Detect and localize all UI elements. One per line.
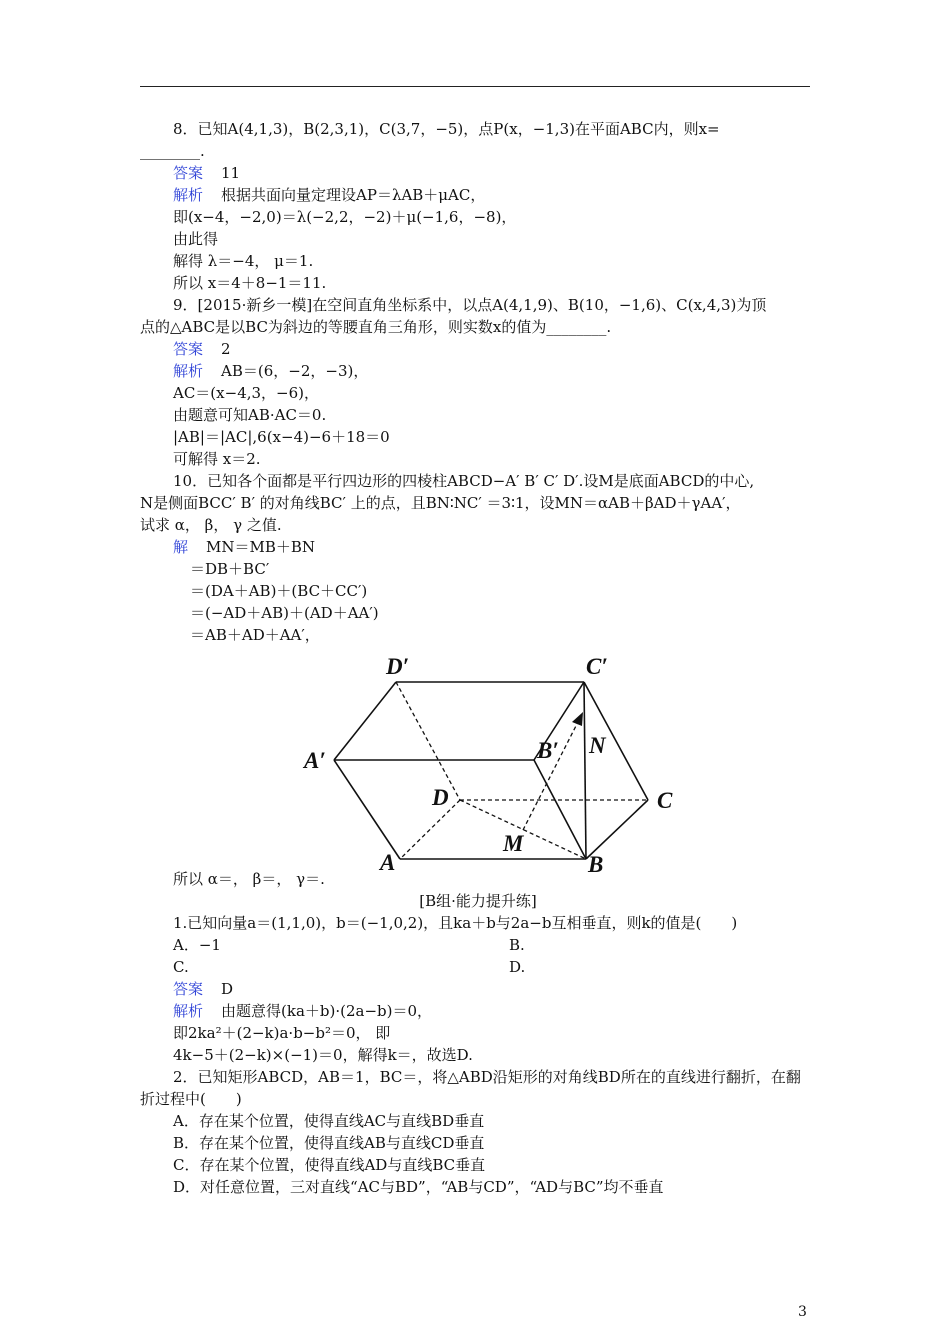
q10-solution [140,536,816,558]
b2-option-d: D．对任意位置，三对直线“AC与BD”，“AB与CD”，“AD与BC”均不垂直 [173,1178,664,1196]
q10-result: 所以 α＝， β＝， γ＝. [173,870,325,888]
option-c: C. [173,958,189,976]
b1-options-ab [140,934,816,956]
b1-options-cd [140,956,816,978]
explain-label: 解析 [173,362,204,380]
b2-option-c: C．存在某个位置，使得直线AD与直线BC垂直 [173,1156,486,1174]
label-d-prime: D′ [386,654,410,679]
q8-explain-4: 解得 λ＝−4， μ＝1. [173,252,314,270]
answer-value: 2 [221,340,231,358]
explain-text: 根据共面向量定理设AP＝λAB＋μAC， [221,186,486,204]
q10-solution-3: ＝(DA＋AB)＋(BC＋CC′) [190,582,368,600]
q9-line2: 点的△ABC是以BC为斜边的等腰直角三角形，则实数x的值为________. [140,318,612,336]
b1-explain [140,1000,816,1022]
solution-text: MN＝MB＋BN [206,538,316,556]
q8-explain-2: 即(x−4，−2,0)＝λ(−2,2，−2)＋μ(−1,6，−8)， [173,208,517,226]
edge-b1b [534,760,586,859]
b1-explain-3: 4k−5＋(2−k)×(−1)＝0，解得k＝，故选D. [173,1046,473,1064]
q9-explain-5: 可解得 x＝2. [173,450,261,468]
hidden-edge-da [400,800,460,859]
q8-explain-5: 所以 x＝4＋8−1＝11. [173,274,327,292]
q10-solution-5: ＝AB＋AD＋AA′， [190,626,320,644]
page-number: 3 [798,1304,807,1320]
q9-explain-2: AC＝(x−4,3，−6)， [173,384,320,402]
label-a-prime: A′ [304,748,326,773]
b2-line1: 2．已知矩形ABCD，AB＝1，BC＝，将△ABD沿矩形的对角线BD所在的直线进行翻折，在翻 [173,1068,801,1086]
option-b: B. [509,936,525,954]
q9-explain [140,360,816,382]
option-d: D. [509,958,526,976]
q9-line1: 9．[2015·新乡一模]在空间直角坐标系中，以点A(4,1,9)、B(10，−1,6)、C(x,4,3)为顶 [173,296,767,314]
explain-label: 解析 [173,186,204,204]
edge-a1a [334,760,400,859]
q10-line2: N是侧面BCC′ B′ 的对角线BC′ 上的点，且BN∶NC′ ＝3∶1，设MN＝αAB＋βAD＋γAA′， [140,494,741,512]
label-b: B [588,852,604,872]
label-n: N [589,733,606,758]
b2-option-b: B．存在某个位置，使得直线AB与直线CD垂直 [173,1134,485,1152]
hidden-edge-d1d [396,682,460,800]
q8-explain [140,184,816,206]
answer-value: D [221,980,234,998]
q9-answer [140,338,816,360]
group-b-title: [B组·能力提升练] [419,892,537,910]
q10-solution-2: ＝DB＋BC′ [190,560,270,578]
label-m: M [503,831,524,856]
b1-explain-2: 即2ka²＋(2−k)a·b−b²＝0， 即 [173,1024,391,1042]
label-b-prime: B′ [537,738,559,763]
q8-line2: ________. [140,142,205,160]
answer-label: 答案 [173,340,204,358]
answer-label: 答案 [173,164,204,182]
q10-line1: 10．已知各个面都是平行四边形的四棱柱ABCD−A′ B′ C′ D′.设M是底面ABCD的中心, [173,472,755,490]
explain-label: 解析 [173,1002,204,1020]
q10-solution-4: ＝(−AD＋AB)＋(AD＋AA′) [190,604,379,622]
q9-explain-3: 由题意可知AB·AC＝0. [173,406,327,424]
b2-option-a: A．存在某个位置，使得直线AC与直线BD垂直 [173,1112,485,1130]
document-body [140,118,816,1198]
q8-answer [140,162,816,184]
q9-explain-4: |AB|＝|AC|,6(x−4)−6＋18＝0 [173,428,390,446]
explain-text: AB＝(6，−2，−3)， [221,362,369,380]
option-a: A．−1 [173,936,221,954]
prism-diagram [300,650,700,872]
answer-value: 11 [221,164,241,182]
q8-line1: 8．已知A(4,1,3)，B(2,3,1)，C(3,7，−5)，点P(x，−1,3)在平面ABC内，则x= [173,120,720,138]
explain-text: 由题意得(ka＋b)·(2a−b)＝0， [221,1002,433,1020]
b1-answer [140,978,816,1000]
solution-label: 解 [173,538,189,556]
q8-explain-3: 由此得 [173,230,219,248]
header-rule [140,86,810,87]
label-c: C [657,788,673,813]
edge-d1a1 [334,682,396,760]
diagonal-bc1 [584,682,586,859]
prism-figure [140,646,816,872]
arrow-head-icon [572,712,583,726]
label-c-prime: C′ [586,654,608,679]
answer-label: 答案 [173,980,204,998]
label-a: A [380,850,396,872]
q10-line3: 试求 α， β， γ 之值. [140,516,282,534]
label-d: D [432,785,449,810]
b2-line2: 折过程中( ) [140,1090,242,1108]
edge-bc [586,800,648,859]
vector-mn [523,718,580,830]
b1-line1: 1.已知向量a＝(1,1,0)，b＝(−1,0,2)，且ka＋b与2a−b互相垂直，则k的值是( ) [173,914,738,932]
